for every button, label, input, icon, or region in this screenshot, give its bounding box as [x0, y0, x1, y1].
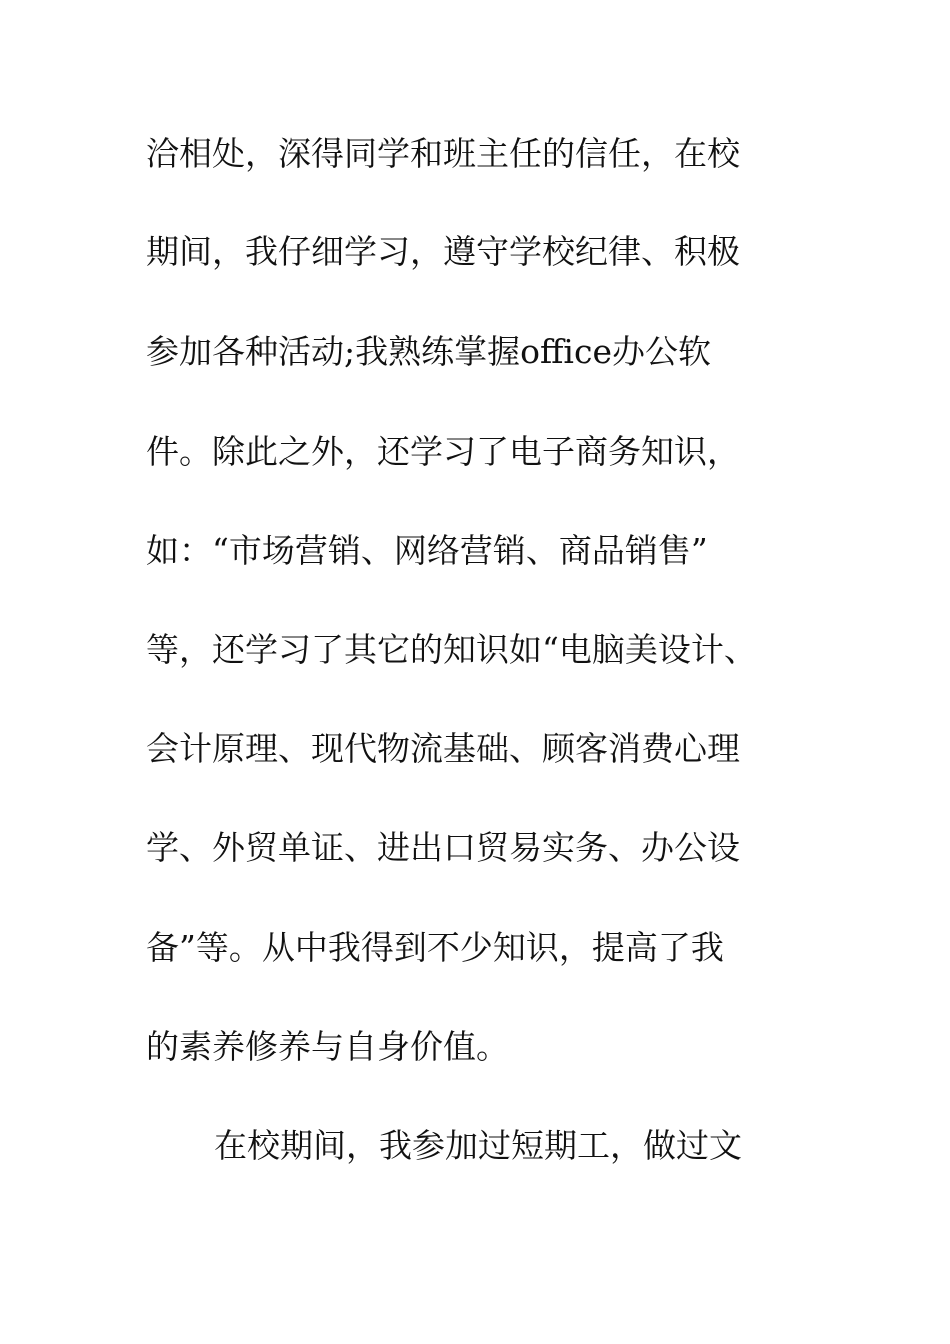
text-line-10: 的素养修养与自身价值。 [146, 1027, 509, 1066]
text-line-8: 学、外贸单证、进出口贸易实务、办公设 [146, 828, 740, 867]
text-line-3: 参加各种活动;我熟练掌握office办公软 [146, 332, 711, 371]
text-line-1: 洽相处，深得同学和班主任的信任，在校 [146, 134, 740, 173]
text-line-5: 如：“市场营销、网络营销、商品销售” [146, 531, 708, 570]
text-line-6: 等，还学习了其它的知识如“电脑美设计、 [146, 630, 757, 669]
text-line-7: 会计原理、现代物流基础、顾客消费心理 [146, 729, 740, 768]
text-line-9: 备”等。从中我得到不少知识，提高了我 [146, 928, 724, 967]
text-line-4: 件。除此之外，还学习了电子商务知识， [146, 432, 740, 471]
paragraph-start-line: 在校期间，我参加过短期工，做过文 [214, 1126, 742, 1165]
text-line-2: 期间，我仔细学习，遵守学校纪律、积极 [146, 232, 740, 271]
